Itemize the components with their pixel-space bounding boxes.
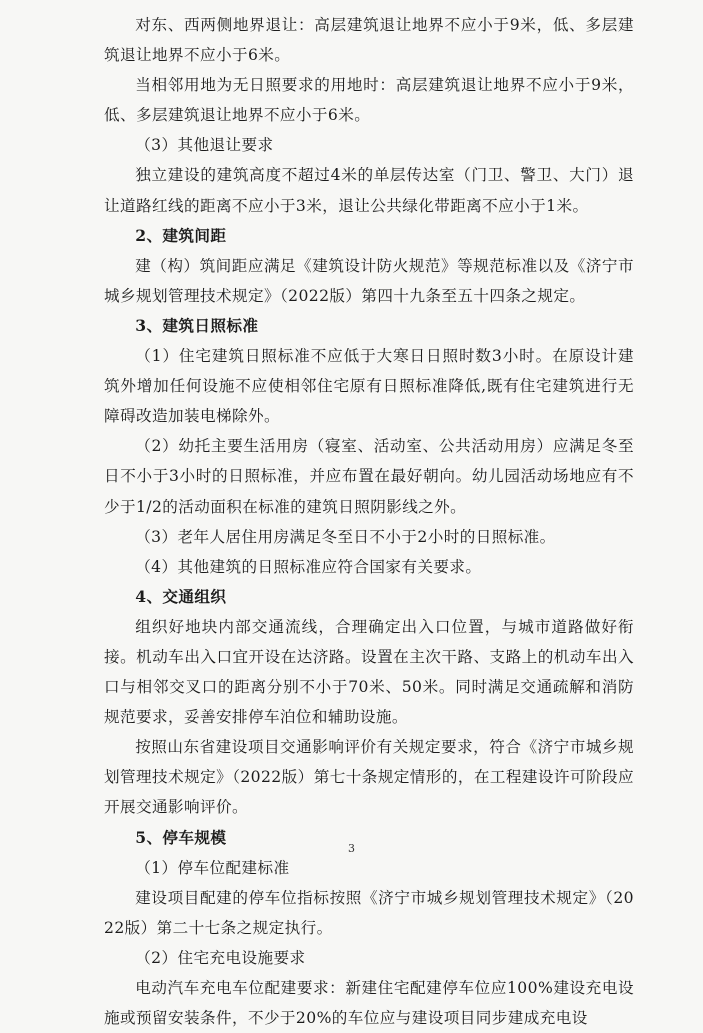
paragraph-no-sunlight-neighbor: 当相邻用地为无日照要求的用地时：高层建筑退让地界不应小于9米，低、多层建筑退让地界不应小于6米。 — [104, 76, 634, 125]
paragraph-traffic-flow: 组织好地块内部交通流线，合理确定出入口位置，与城市道路做好衔接。机动车出入口宜开设在达济路。设置在主次干路、支路上的机动车出入口与相邻交叉口的距离分别不小于70米、50米。同时满足交通疏解和消防规范要求，妥善安排停车泊位和辅助设施。 — [104, 617, 634, 727]
paragraph-charging-requirements: 电动汽车充电车位配建要求：新建住宅配建停车位应100%建设充电设施或预留安装条件，不少于20%的车位应与建设项目同步建成充电设 — [104, 979, 634, 1028]
paragraph-building-spacing: 建（构）筑间距应满足《建筑设计防火规范》等规范标准以及《济宁市城乡规划管理技术规定》（2022版）第四十九条至五十四条之规定。 — [104, 256, 634, 305]
paragraph-sunlight-residential: （1）住宅建筑日照标准不应低于大寒日日照时数3小时。在原设计建筑外增加任何设施不应使相邻住宅原有日照标准降低,既有住宅建筑进行无障碍改造加装电梯除外。 — [104, 347, 634, 426]
heading-building-spacing: 2、建筑间距 — [135, 225, 227, 245]
subheading-other-setback: （3）其他退让要求 — [135, 136, 274, 155]
paragraph-sunlight-kindergarten: （2）幼托主要生活用房（寝室、活动室、公共活动用房）应满足冬至日不小于3小时的日照标准，并应布置在最好朝向。幼儿园活动场地应有不少于1/2的活动面积在标准的建筑日照阴影线之外。 — [104, 437, 634, 516]
paragraph-east-west-setback: 对东、西两侧地界退让：高层建筑退让地界不应小于9米，低、多层建筑退让地界不应小于6米。 — [104, 16, 634, 65]
paragraph-sunlight-other: （4）其他建筑的日照标准应符合国家有关要求。 — [135, 557, 482, 576]
paragraph-traffic-impact: 按照山东省建设项目交通影响评价有关规定要求，符合《济宁市城乡规划管理技术规定》（2022版）第七十条规定情形的，在工程建设许可阶段应开展交通影响评价。 — [104, 738, 634, 817]
heading-sunlight-standard: 3、建筑日照标准 — [135, 315, 259, 335]
document-body — [104, 10, 634, 1033]
heading-parking-scale: 5、停车规模 — [135, 827, 227, 847]
paragraph-guard-room-setback: 独立建设的建筑高度不超过4米的单层传达室（门卫、警卫、大门）退让道路红线的距离不应小于3米，退让公共绿化带距离不应小于1米。 — [104, 166, 634, 215]
page-number: 3 — [348, 842, 355, 855]
paragraph-parking-standard: 建设项目配建的停车位指标按照《济宁市城乡规划管理技术规定》（2022版）第二十七条之规定执行。 — [104, 888, 634, 937]
subheading-parking-standard: （1）停车位配建标准 — [135, 858, 290, 877]
subheading-charging-facilities: （2）住宅充电设施要求 — [135, 948, 306, 967]
paragraph-sunlight-elderly: （3）老年人居住用房满足冬至日不小于2小时的日照标准。 — [135, 527, 556, 546]
heading-traffic-organization: 4、交通组织 — [135, 586, 227, 606]
